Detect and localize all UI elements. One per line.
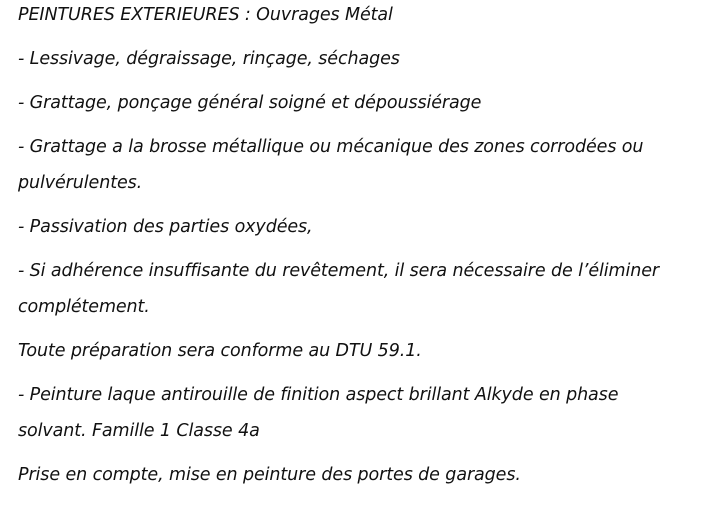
text-line-adherence-cont: complétement. [18,297,150,317]
text-line-peinture-laque: - Peinture laque antirouille de finition aspect brillant Alkyde en phase [18,385,619,405]
text-line-dtu: Toute préparation sera conforme au DTU 59.1. [18,341,422,361]
text-line-grattage-brosse-cont: pulvérulentes. [18,173,143,193]
text-line-grattage-poncage: - Grattage, ponçage général soigné et dépoussiérage [18,93,482,113]
document-body [18,4,718,486]
text-line-adherence: - Si adhérence insuffisante du revêtement, il sera nécessaire de l’éliminer [18,261,660,281]
text-line-portes-garages: Prise en compte, mise en peinture des portes de garages. [18,465,521,485]
text-line-grattage-brosse: - Grattage a la brosse métallique ou mécanique des zones corrodées ou [18,137,644,157]
text-line-lessivage: - Lessivage, dégraissage, rinçage, séchages [18,49,400,69]
text-line-peinture-laque-cont: solvant. Famille 1 Classe 4a [18,421,260,441]
text-line-passivation: - Passivation des parties oxydées, [18,217,313,237]
document-title: PEINTURES EXTERIEURES : Ouvrages Métal [18,5,393,25]
